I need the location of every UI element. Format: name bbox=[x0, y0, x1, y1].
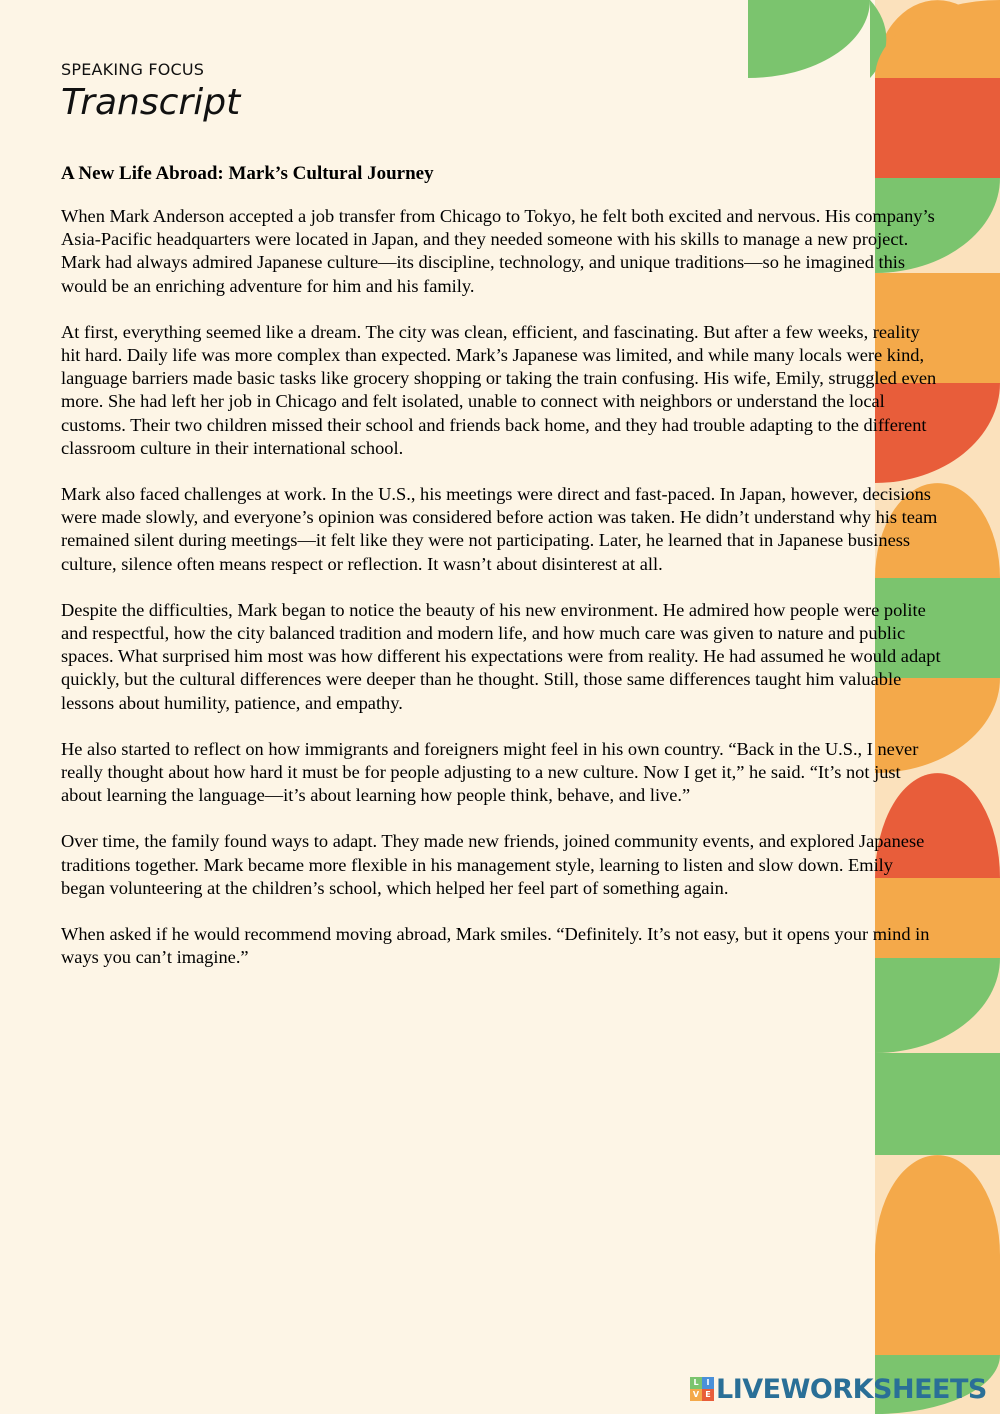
page-title: Transcript bbox=[61, 82, 241, 123]
liveworksheets-logo-icon bbox=[690, 1377, 714, 1401]
document-body bbox=[61, 60, 941, 992]
logo-letter: V bbox=[690, 1389, 702, 1401]
logo-letter: L bbox=[690, 1377, 702, 1389]
paragraph: When Mark Anderson accepted a job transfer from Chicago to Tokyo, he felt both excited and nervous. His company’s Asia-Pacific headquarters were located in Japan, and they needed someone with his skills to manage a new project. Mark had always admired Japanese culture—its discipline, technology, and unique traditions—so he imagined this would be an enriching adventure for him and his family. bbox=[61, 206, 935, 296]
paragraph: When asked if he would recommend moving abroad, Mark smiles. “Definitely. It’s not easy, but it opens your mind in ways you can’t imagine.” bbox=[61, 924, 930, 968]
article-heading: A New Life Abroad: Mark’s Cultural Journey bbox=[61, 163, 434, 184]
logo-letter: I bbox=[702, 1377, 714, 1389]
paragraph: Despite the difficulties, Mark began to notice the beauty of his new environment. He admired how people were polite and respectful, how the city balanced tradition and modern life, and how much care was given to nature and public spaces. What surprised him most was how different his expectations were from reality. He had assumed he would adapt quickly, but the cultural differences were deeper than he thought. Still, those same differences taught him valuable lessons about humility, patience, and empathy. bbox=[61, 599, 941, 713]
section-label: SPEAKING FOCUS bbox=[61, 60, 205, 79]
paragraph: At first, everything seemed like a dream. The city was clean, efficient, and fascinating. But after a few weeks, reality hit hard. Daily life was more complex than expected. Mark’s Japanese was limited, and while many locals were kind, language barriers made basic tasks like grocery shopping or taking the train confusing. His wife, Emily, struggled even more. She had left her job in Chicago and felt isolated, unable to connect with neighbors or understand the local customs. Their two children missed their school and friends back home, and they had trouble adapting to the different classroom culture in their international school. bbox=[61, 321, 937, 458]
logo-letter: E bbox=[702, 1389, 714, 1401]
paragraph: He also started to reflect on how immigrants and foreigners might feel in his own country. “Back in the U.S., I never really thought about how hard it must be for people adjusting to a new culture. Now I get it,” he said. “It’s not just about learning the language—it’s about learning how people think, behave, and live.” bbox=[61, 738, 919, 806]
decorative-shape bbox=[875, 1053, 1000, 1155]
paragraph: Over time, the family found ways to adapt. They made new friends, joined community events, and explored Japanese traditions together. Mark became more flexible in his management style, learning to listen and slow down. Emily began volunteering at the children’s school, which helped her feel part of something again. bbox=[61, 831, 925, 898]
liveworksheets-logo[interactable] bbox=[690, 1374, 987, 1404]
logo-text: LIVEWORKSHEETS bbox=[716, 1373, 987, 1405]
paragraph: Mark also faced challenges at work. In the U.S., his meetings were direct and fast-paced. In Japan, however, decisions were made slowly, and everyone’s opinion was considered before action was taken. He didn’t understand why his team remained silent during meetings—it felt like they were not participating. Later, he learned that in Japanese business culture, silence often means respect or reflection. It wasn’t about disinterest at all. bbox=[61, 484, 938, 574]
decorative-shape bbox=[875, 1255, 1000, 1355]
